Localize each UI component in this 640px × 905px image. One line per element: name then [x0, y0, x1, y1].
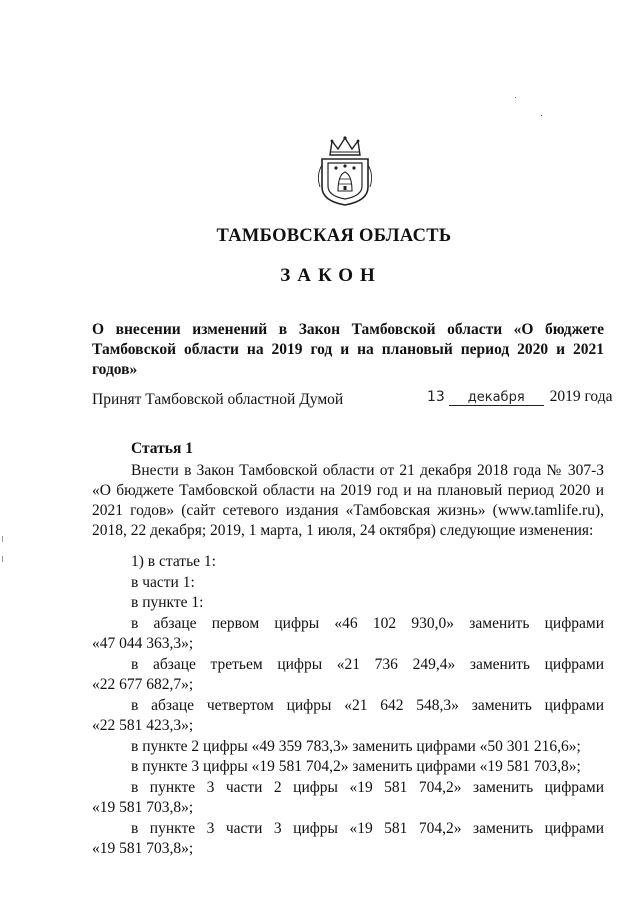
adoption-label: Принят Тамбовской областной Думой: [92, 391, 344, 408]
amendment-line: в абзаце первом цифры «46 102 930,0» заменить цифрами: [131, 614, 604, 632]
article-intro-paragraph: Внести в Закон Тамбовской области от 21 декабря 2018 года № 307-З «О бюджете Тамбовской области на 2019 год и на плановый период 2020 и 2021 годов» (сайт сетевого издания «Тамбовская жизнь» (www.tamlife.ru), 2018, 22 декабря; 2019, 1 марта, 1 июля, 24 октября) следующие изменения:: [92, 462, 604, 539]
coat-of-arms-emblem: [314, 135, 376, 207]
adoption-line: [92, 388, 613, 411]
amendment-line: 1) в статье 1:: [131, 553, 216, 570]
amendment-line: «19 581 703,8»;: [92, 840, 194, 857]
amendment-line: «47 044 363,3»;: [92, 635, 194, 652]
document-type-heading: ЗАКОН: [280, 265, 382, 286]
amendment-line: в абзаце четвертом цифры «21 642 548,3» заменить цифрами: [131, 696, 604, 714]
amendment-line: в пункте 3 части 2 цифры «19 581 704,2» заменить цифрами: [131, 778, 604, 796]
scan-edge-mark: [2, 556, 3, 562]
amendments-list: [92, 552, 604, 860]
scan-speck: [541, 115, 542, 116]
amendment-line: в пункте 3 части 3 цифры «19 581 704,2» заменить цифрами: [131, 819, 604, 837]
amendment-line: «22 581 423,3»;: [92, 717, 194, 734]
amendment-line: «22 677 682,7»;: [92, 676, 194, 693]
law-title: О внесении изменений в Закон Тамбовской области «О бюджете Тамбовской области на 2019 год и на плановый период 2020 и 2021 годов»: [92, 321, 604, 378]
adoption-day: 13: [427, 389, 445, 405]
region-heading: ТАМБОВСКАЯ ОБЛАСТЬ: [216, 226, 452, 246]
amendment-line: «19 581 703,8»;: [92, 799, 194, 816]
amendment-line: в пункте 3 цифры «19 581 704,2» заменить цифрами «19 581 703,8»;: [131, 758, 581, 775]
article-heading: Статья 1: [131, 440, 193, 457]
adoption-month: декабря: [449, 390, 544, 406]
amendment-line: в пункте 1:: [131, 594, 204, 611]
amendment-line: в части 1:: [131, 573, 195, 591]
adoption-year: 2019 года: [549, 388, 613, 405]
amendment-line: в пункте 2 цифры «49 359 783,3» заменить цифрами «50 301 216,6»;: [131, 737, 581, 755]
adoption-date: [427, 388, 627, 406]
scan-edge-mark: [2, 536, 3, 542]
amendment-line: в абзаце третьем цифры «21 736 249,4» заменить цифрами: [131, 655, 604, 673]
scan-speck: [515, 97, 516, 98]
